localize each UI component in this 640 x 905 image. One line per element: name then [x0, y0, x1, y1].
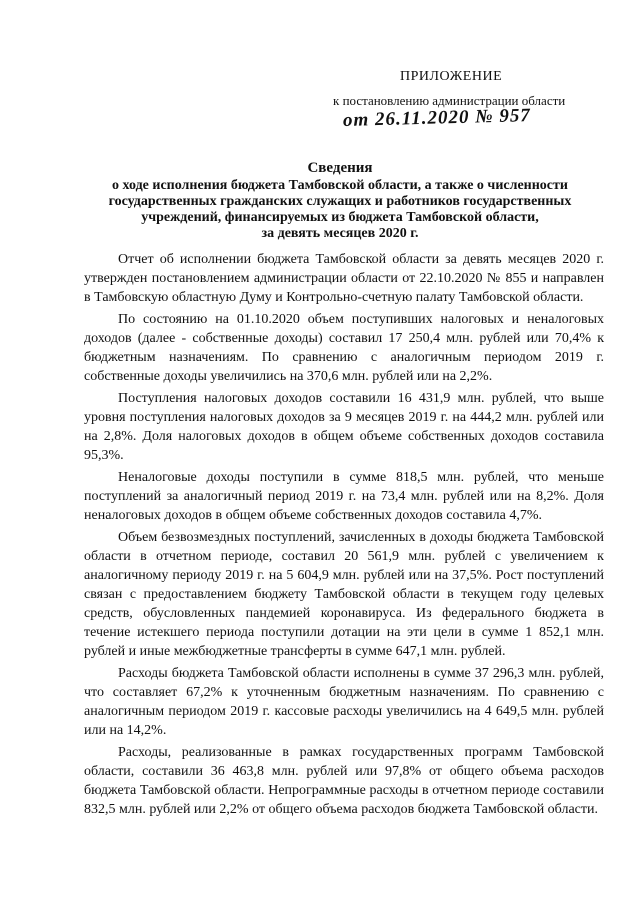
paragraph-report-approval: Отчет об исполнении бюджета Тамбовской области за девять месяцев 2020 г. утвержден постановлением администрации области от 22.10.2020 № 855 и направлен в Тамбовскую областную Думу и Контрольно-счетную палату Тамбовской области. — [84, 252, 604, 305]
title-line: государственных гражданских служащих и работников государственных — [108, 194, 572, 209]
paragraph-tax-revenues: Поступления налоговых доходов составили 16 431,9 млн. рублей, что выше уровня поступления налоговых доходов за 9 месяцев 2019 г. на 444,2 млн. рублей или на 2,8%. Доля налоговых доходов в общем объеме собственных доходов составила 95,3%. — [84, 391, 604, 463]
document-title — [60, 160, 620, 242]
document-body — [84, 250, 604, 819]
handwritten-date-number: от 26.11.2020 № 957 — [342, 105, 532, 131]
paragraph-non-tax-revenues: Неналоговые доходы поступили в сумме 818,5 млн. рублей, что меньше поступлений за аналогичный период 2019 г. на 73,4 млн. рублей или на 8,2%. Доля неналоговых доходов в общем объеме собственных доходов составила 4,7%. — [84, 470, 604, 523]
title-line: о ходе исполнения бюджета Тамбовской области, а также о численности — [112, 178, 568, 193]
title-line: учреждений, финансируемых из бюджета Тамбовской области, — [141, 210, 539, 225]
paragraph-expenditures: Расходы бюджета Тамбовской области исполнены в сумме 37 296,3 млн. рублей, что составляет 67,2% к уточненным бюджетным назначениям. По сравнению с аналогичным периодом 2019 г. кассовые расходы увеличились на 4 649,5 млн. рублей или на 14,2%. — [84, 666, 604, 738]
title-line: за девять месяцев 2020 г. — [261, 226, 419, 241]
paragraph-own-revenues: По состоянию на 01.10.2020 объем поступивших налоговых и неналоговых доходов (далее - собственные доходы) составил 17 250,4 млн. рублей или 70,4% к бюджетным назначениям. По сравнению с аналогичным периодом 2019 г. собственные доходы увеличились на 370,6 млн. рублей или на 2,2%. — [84, 312, 604, 384]
paragraph-program-expenditures: Расходы, реализованные в рамках государственных программ Тамбовской области, составили 36 463,8 млн. рублей или 97,8% от общего объема расходов бюджета Тамбовской области. Непрограммные расходы в отчетном периоде составили 832,5 млн. рублей или 2,2% от общего объема расходов бюджета Тамбовской области. — [84, 745, 604, 817]
appendix-label: ПРИЛОЖЕНИЕ — [400, 69, 503, 84]
title-heading: Сведения — [307, 160, 373, 176]
decree-reference: к постановлению администрации области — [333, 93, 566, 108]
paragraph-gratuitous-receipts: Объем безвозмездных поступлений, зачисленных в доходы бюджета Тамбовской области в отчетном периоде, составил 20 561,9 млн. рублей с увеличением к аналогичному периоду 2019 г. на 5 604,9 млн. рублей или на 37,5%. Рост поступлений связан с предоставлением бюджету Тамбовской области в текущем году целевых средств, обусловленных пандемией коронавируса. Из федерального бюджета в течение истекшего периода поступили дотации на эти цели в сумме 1 852,1 млн. рублей и иные межбюджетные трансферты в сумме 647,1 млн. рублей. — [84, 530, 604, 659]
